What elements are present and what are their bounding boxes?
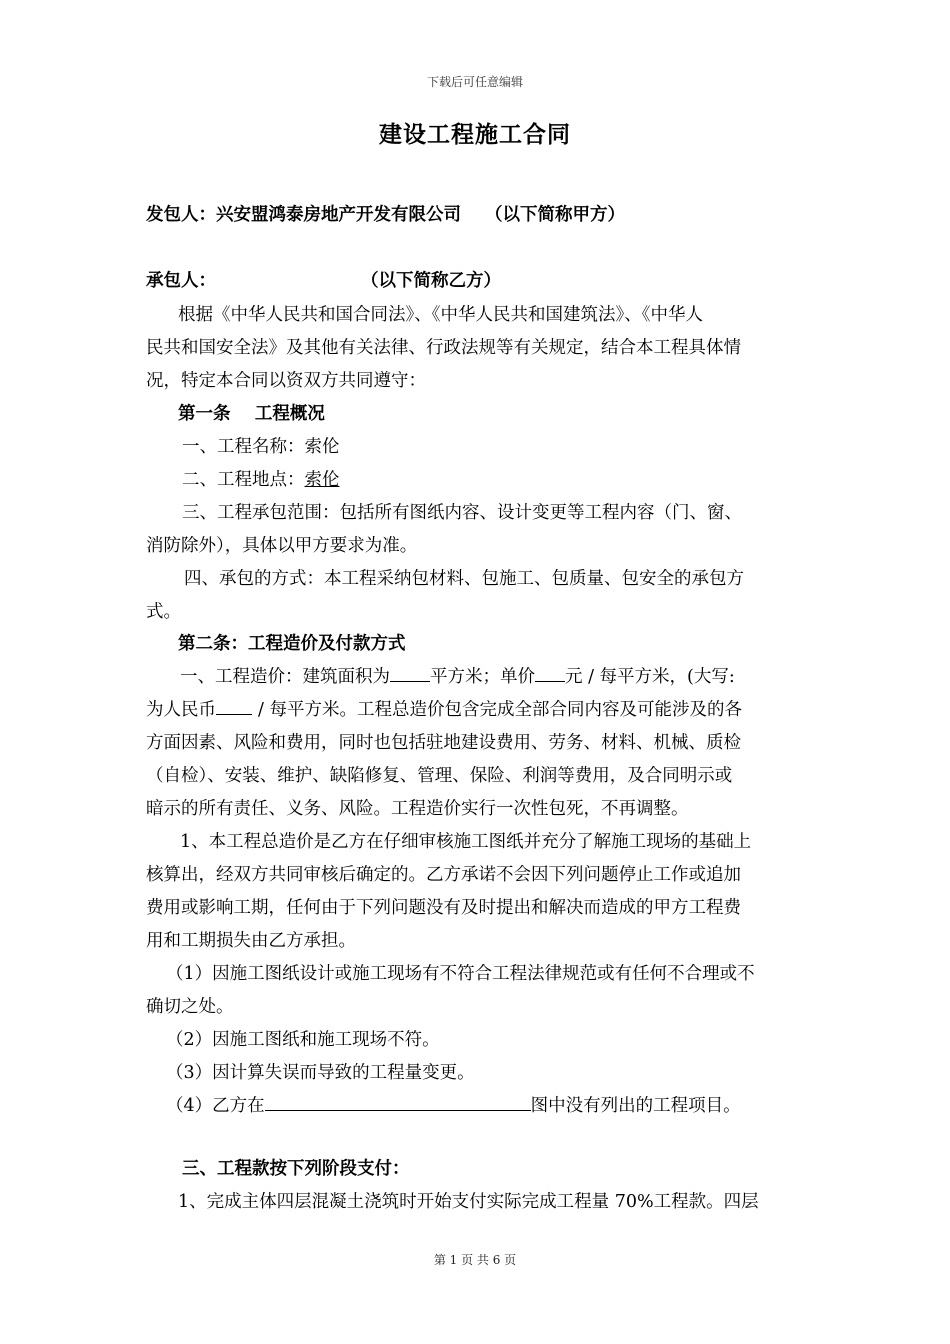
unit-price-blank <box>535 661 565 682</box>
price-line-4: （自检）、安装、维护、缺陷修复、管理、保险、利润等费用，及合同明示或 <box>146 766 733 786</box>
scope-line-1: 三、工程承包范围：包括所有图纸内容、设计变更等工程内容（门、窗、 <box>182 503 742 523</box>
area-blank <box>390 661 430 682</box>
project-blank <box>265 1090 531 1111</box>
point-4 <box>166 1090 836 1123</box>
contractor-line <box>146 265 816 298</box>
point-3: （3）因计算失误而导致的工程量变更。 <box>166 1063 475 1083</box>
point-1-line-2: 确切之处。 <box>146 997 234 1017</box>
employer-line <box>146 199 816 232</box>
clause-1-line-2: 核算出，经双方共同审核后确定的。乙方承诺不会因下列问题停止工作或追加 <box>146 865 741 885</box>
price-line-3: 方面因素、风险和费用，同时也包括驻地建设费用、劳务、材料、机械、质检 <box>146 733 741 753</box>
scope-line-2: 消防除外），具体以甲方要求为准。 <box>146 536 418 556</box>
price-text-b: 平方米；单价 <box>430 667 535 687</box>
intro-line-3: 况，特定本合同以资双方共同遵守： <box>146 371 426 391</box>
contractor-alias: （以下简称乙方） <box>361 271 501 291</box>
point-4-text-a: （4）乙方在 <box>166 1096 265 1116</box>
point-2: （2）因施工图纸和施工现场不符。 <box>166 1030 440 1050</box>
point-1-line-1: （1）因施工图纸设计或施工现场有不符合工程法律规范或有任何不合理或不 <box>166 964 755 984</box>
employer-label: 发包人：兴安盟鸿泰房地产开发有限公司 <box>146 205 461 225</box>
clause-1-line-4: 用和工期损失由乙方承担。 <box>146 931 356 951</box>
intro-line-1: 根据《中华人民共和国合同法》、《中华人民共和国建筑法》、《中华人 <box>178 305 703 325</box>
article-3-heading: 三、工程款按下列阶段支付： <box>182 1159 410 1179</box>
price-line-1 <box>180 661 850 694</box>
page-header: 下载后可任意编辑 <box>426 75 523 89</box>
price-text-d: 为人民币 <box>146 700 216 720</box>
method-line-1: 四、承包的方式：本工程采纳包材料、包施工、包质量、包安全的承包方 <box>184 569 744 589</box>
contract-title: 建设工程施工合同 <box>379 122 571 148</box>
project-location-value: 索伦 <box>304 470 340 490</box>
project-location <box>182 464 852 497</box>
article-1-heading: 第一条 工程概况 <box>178 404 325 424</box>
project-location-label: 二、工程地点： <box>182 470 305 490</box>
point-4-text-b: 图中没有列出的工程项目。 <box>530 1096 741 1116</box>
clause-1-line-1: 1、本工程总造价是乙方在仔细审核施工图纸并充分了解施工现场的基础上 <box>180 832 752 852</box>
project-name: 一、工程名称：索伦 <box>182 437 340 457</box>
contractor-label: 承包人： <box>146 271 216 291</box>
price-line-5: 暗示的所有责任、义务、风险。工程造价实行一次性包死，不再调整。 <box>146 799 689 819</box>
rmb-blank <box>216 694 252 715</box>
employer-alias: （以下简称甲方） <box>485 205 625 225</box>
payment-item-1: 1、完成主体四层混凝土浇筑时开始支付实际完成工程量 70%工程款。四层 <box>178 1192 759 1212</box>
article-2-heading: 第二条：工程造价及付款方式 <box>178 634 406 654</box>
price-text-a: 一、工程造价：建筑面积为 <box>180 667 390 687</box>
method-line-2: 式。 <box>146 602 181 622</box>
clause-1-line-3: 费用或影响工期，任何由于下列问题没有及时提出和解决而造成的甲方工程费 <box>146 898 741 918</box>
price-line-2 <box>146 694 816 727</box>
price-text-e: / 每平方米。工程总造价包含完成全部合同内容及可能涉及的各 <box>258 700 742 720</box>
intro-line-2: 民共和国安全法》及其他有关法律、行政法规等有关规定，结合本工程具体情 <box>146 338 741 358</box>
page-footer: 第 1 页 共 6 页 <box>433 1253 517 1267</box>
price-text-c: 元 / 每平方米，(大写: <box>565 667 735 687</box>
